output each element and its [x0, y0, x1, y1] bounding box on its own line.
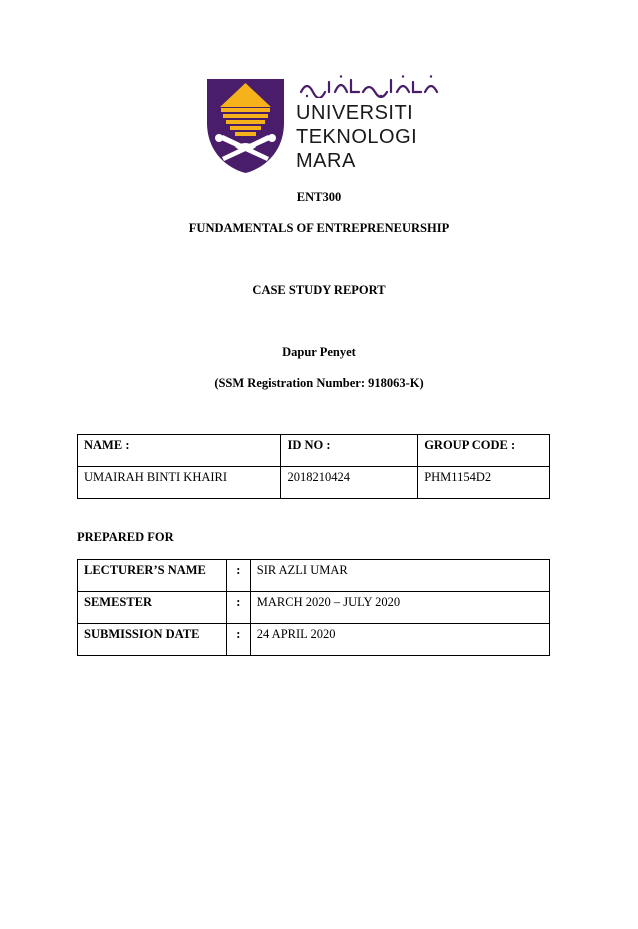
group-code-header: GROUP CODE : [418, 435, 550, 467]
group-code: PHM1154D2 [418, 467, 550, 499]
table-row [78, 624, 550, 656]
logo-text-universiti: UNIVERSITI [296, 102, 414, 124]
table-row [78, 560, 550, 592]
lecturer-label: LECTURER’S NAME [78, 560, 227, 592]
university-logo [205, 74, 445, 174]
company-name: Dapur Penyet [282, 345, 356, 359]
prepared-for-table [77, 559, 550, 656]
uitm-shield-icon [205, 77, 286, 174]
prepared-for-heading: PREPARED FOR [77, 530, 174, 544]
table-header-row [78, 435, 550, 467]
table-row [78, 592, 550, 624]
logo-text-mara: MARA [296, 150, 356, 172]
colon-separator: : [226, 624, 250, 656]
colon-separator: : [226, 592, 250, 624]
student-id: 2018210424 [281, 467, 418, 499]
lecturer-name: SIR AZLI UMAR [250, 560, 549, 592]
logo-text-teknologi: TEKNOLOGI [296, 126, 418, 148]
student-info-table [77, 434, 550, 499]
id-header: ID NO : [281, 435, 418, 467]
submission-date-value: 24 APRIL 2020 [250, 624, 549, 656]
report-type: CASE STUDY REPORT [252, 283, 386, 297]
ssm-registration: (SSM Registration Number: 918063-K) [214, 376, 424, 390]
student-name: UMAIRAH BINTI KHAIRI [78, 467, 281, 499]
name-header: NAME : [78, 435, 281, 467]
jawi-script-mark [297, 74, 443, 98]
course-code: ENT300 [296, 190, 342, 204]
semester-label: SEMESTER [78, 592, 227, 624]
submission-date-label: SUBMISSION DATE [78, 624, 227, 656]
table-row [78, 467, 550, 499]
colon-separator: : [226, 560, 250, 592]
semester-value: MARCH 2020 – JULY 2020 [250, 592, 549, 624]
course-title: FUNDAMENTALS OF ENTREPRENEURSHIP [188, 221, 450, 235]
